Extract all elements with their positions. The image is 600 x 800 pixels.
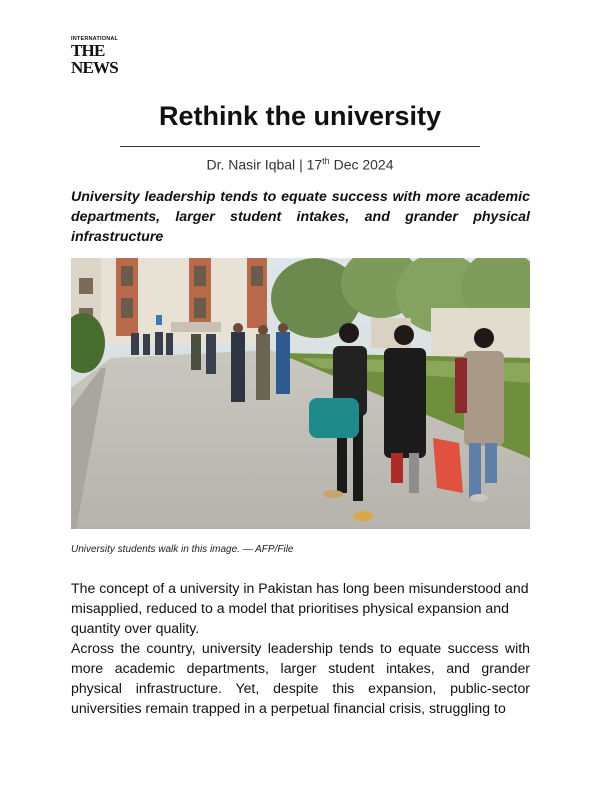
article-photo xyxy=(71,258,530,529)
byline-separator: | xyxy=(299,156,303,173)
article-title: Rethink the university xyxy=(158,101,442,131)
title-divider xyxy=(120,146,480,147)
article-paragraph-2: Across the country, university leadership tends to equate success with more academic departments, larger student intakes, and grander physical infrastructure. Yet, despite this expansion, public-sector universities remain trapped in a perpetual financial crisis, struggling to xyxy=(71,640,530,716)
article-lead: University leadership tends to equate success with more academic departments, larger student intakes, and grander physical infrastructure xyxy=(71,189,530,245)
date-month-year: Dec 2024 xyxy=(333,156,394,173)
newspaper-logo xyxy=(71,36,151,77)
logo-the-news-text: THE NEWS xyxy=(71,41,118,77)
logo-international-text: INTERNATIONAL xyxy=(71,36,119,42)
author-name: Dr. Nasir Iqbal xyxy=(206,156,296,173)
date-day: 17 xyxy=(306,156,323,173)
image-caption: University students walk in this image. — AFP/File xyxy=(71,544,294,555)
byline xyxy=(0,152,600,174)
article-paragraph-1: The concept of a university in Pakistan has long been misunderstood and misapplied, reduced to a model that prioritises physical expansion and quantity over quality. xyxy=(71,580,529,636)
date-suffix: th xyxy=(322,156,330,166)
